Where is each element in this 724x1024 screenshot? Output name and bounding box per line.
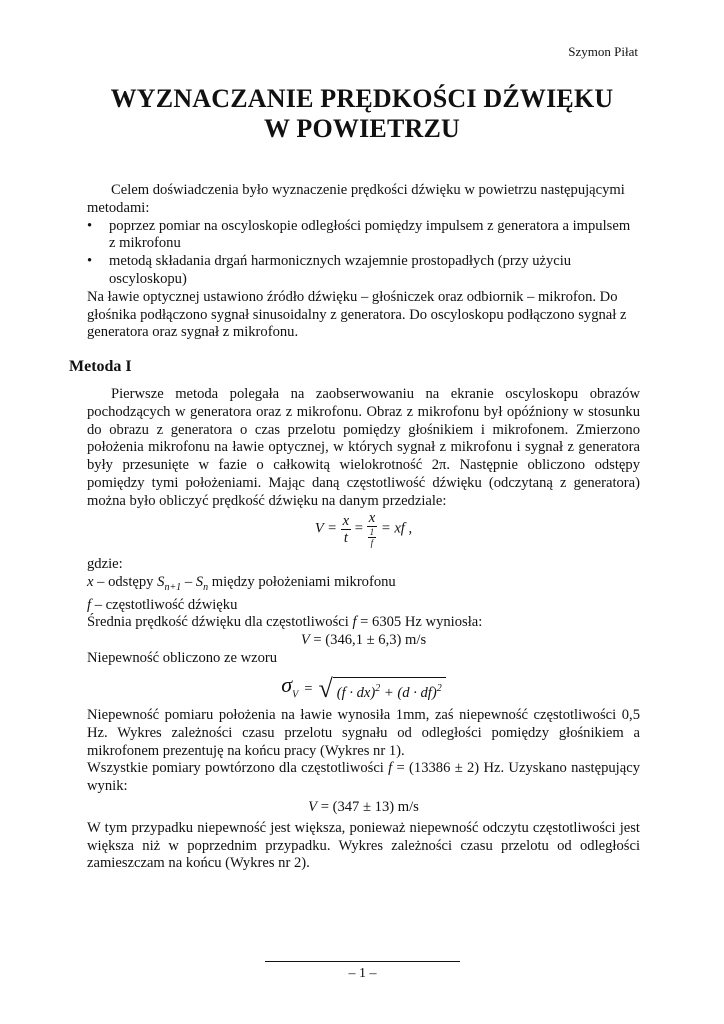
page-number: – 1 –: [348, 966, 377, 981]
section-heading: Metoda I: [69, 358, 132, 375]
title-line-2: W POWIETRZU: [263, 114, 461, 143]
definition-x: x – odstępy $S_{n+1} - S_n$ między położeniami mikrofonu: [87, 573, 396, 593]
formula-lhs: V =: [314, 520, 337, 537]
page-title: [60, 84, 664, 144]
definitions-section: [87, 556, 640, 668]
list-item: • poprzez pomiar na oscyloskopie odległości pomiędzy impulsem z generatora a impulsem z mikrofonu: [87, 218, 640, 254]
intro-paragraph: Celem doświadczenia było wyznaczenie prędkości dźwięku w powietrzu następującymi metodami:: [87, 182, 625, 216]
formula-rhs: = xf ,: [380, 520, 413, 537]
list-item: • metodą składania drgań harmonicznych wzajemnie prostopadłych (przy użyciu oscyloskopu): [87, 253, 640, 289]
methods-list: [87, 218, 640, 289]
title-line-1: WYZNACZANIE PRĘDKOŚCI DŹWIĘKU: [110, 84, 614, 113]
definition-f: f – częstotliwość dźwięku: [87, 596, 238, 613]
final-paragraph: W tym przypadku niepewność jest większa, ponieważ niepewność odczytu częstotliwości jest większa niż w poprzednim przypadku. Wykres zależności czasu przelotu od odległości zamieszczam na końcu (Wykres nr 2).: [87, 819, 640, 872]
sigma-symbol: $\sigma_V$: [281, 672, 299, 701]
repeat-paragraph: Wszystkie pomiary powtórzono dla częstotliwości f = (13386 ± 2) Hz. Uzyskano następujący wynik:: [87, 760, 640, 795]
fraction-x-over-t: $\frac{x}{t}$: [342, 512, 350, 546]
square-root: √ (f · dx)$^2$ + (d · df)$^2$: [318, 677, 445, 703]
intro-section: [87, 182, 640, 342]
fraction-x-over-inverse-f: $\frac{x}{\frac{1}{f}}$: [368, 510, 376, 548]
method-paragraph: Pierwsze metoda polegała na zaobserwowaniu na ekranie oscyloskopu obrazów pochodzących w generatora oraz z mikrofonu. Obraz z mikrofonu był opóźniony w stosunku do obrazu z generatora o czas przelotu pomiędzy głośnikiem i mikrofonem. Zmierzono położenia mikrofonu na ławie optycznej, w których sygnał z mikrofonu i sygnał z generatora były przesunięte w fazie o całkowitą wielokrotność 2π. Następnie obliczono odstępy pomiędzy tymi położeniami. Mając daną częstotliwość dźwięku (odczytaną z generatora) można było obliczyć prędkość dźwięku na danym przedziale:: [87, 386, 640, 509]
uncertainty-paragraph: Niepewność pomiaru położenia na ławie wynosiła 1mm, zaś niepewność częstotliwości 0,5 Hz. Wykres zależności czasu przelotu sygnału od odległości pomiędzy głośnikiem a mikrofonem prezentuję na końcu pracy (Wykres nr 1).: [87, 707, 640, 759]
author-name: Szymon Piłat: [568, 44, 638, 59]
result-1: V = (346,1 ± 6,3) m/s: [300, 632, 427, 649]
uncertainty-intro: Niepewność obliczono ze wzoru: [87, 649, 278, 666]
method-section: [87, 386, 640, 511]
formula-uncertainty: $\sigma_V$ = √ (f · dx)$^2$ + (d · df)$^2$: [87, 676, 640, 704]
result-2: V = (347 ± 13) m/s: [308, 798, 419, 815]
setup-paragraph: Na ławie optycznej ustawiono źródło dźwięku – głośniczek oraz odbiornik – mikrofon. Do głośnika podłączono sygnał sinusoidalny z generatora. Do oscyloskopu podłączono sygnał z generatora oraz sygnał z mikrofonu.: [87, 288, 627, 341]
uncertainty-section: [87, 707, 640, 873]
average-speed-line: Średnia prędkość dźwięku dla częstotliwości f = 6305 Hz wyniosła:: [87, 614, 483, 631]
formula-velocity: V = $\frac{x}{t}$ = $\frac{x}{\frac{1}{f}}$ = xf ,: [314, 510, 413, 548]
footer-divider: [265, 961, 460, 962]
gdzie-label: gdzie:: [87, 556, 123, 572]
